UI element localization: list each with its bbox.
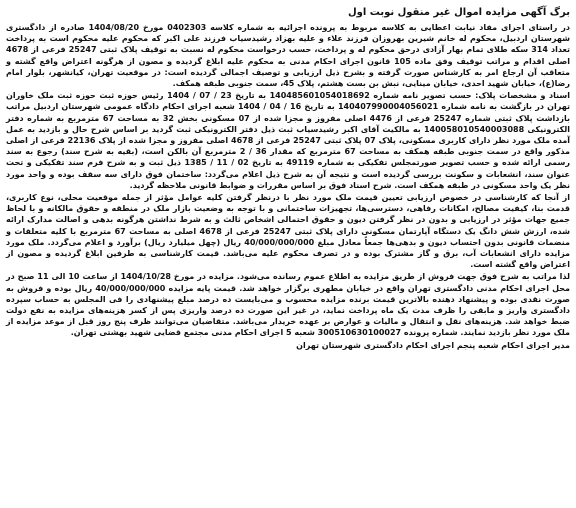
notice-paragraph-property-details: اسناد و مشخصات پلاک: حسب تصویر نامه شماره 140485601054018692 به تاریخ 23 / 07 / 1404 رئیس حوزه ثبت حوزه ثبت ملک خاوران تهران در بازگشت به نامه شماره 140407990004056021 به تاریخ 16 / 04 / 1404 شعبه اجرای احکام دادگاه عمومی شهرستان اردبیل مراتب بازداشت پلاک ثبتی شماره 25247 فرعی از 4476 اصلی مفروز و مجزا شده از 07 مسکونی بخش 32 به مساحت 67 مترمربع به شماره دفتر الکترونیکی 140058010540003088 به مالکیت آقای اکبر رشیدسیاب ثبت ذیل دفتر الکترونیکی ثبت گردید بر اساس شرح حال و بازدید به عمل آمده ملک مورد نظر دارای کاربری مسکونی، پلاک 07 پلاک ثبتی 25247 فرعی از 4678 اصلی مفروز و مجزا شده از پلاک 22136 فرعی از اصلی مذکور واقع در سمت جنوبی طبقه همکف به مساحت 67 مترمربع که مقدار 36 / 2 مترمربع آن بالکن است، (بقیه به شرح سند) رجوع به سند رسمی ارائه شده و حسب تصویر صورتمجلس تفکیکی به شماره 49119 به تاریخ 02 / 11 / 1385 ذیل ثبت و به شرح فرم سند تفکیکی و تحت عنوان سند، انشعابات و سکونت بررسی گردیده است و نتیجه آن به شرح ذیل اعلام می‌گردد: ساختمان فوق دارای سه سقف بوده و واحد مورد نظر یک واحد مسکونی در طبقه همکف است. شرح اسناد فوق بر اساس مقررات و ضوابط قانونی ملاحظه گردید. xyxy=(6,91,571,190)
notice-signature: مدیر اجرای احکام شعبه پنجم اجرای احکام دادگستری شهرستان تهران xyxy=(296,340,570,350)
notice-paragraph-intro: در راستای اجرای مفاد نیابت اعطایی به کلاسه مربوط به پرونده اجرائیه به شماره کلاسه 0402303 مورخ 1404/08/20 صادره از دادگستری شهرستان اردبیل، محکوم له خانم شیرین بهروزان فرزند علاء و علیه بهزاد رشیدسیاب فرزند علی اکبر که محکوم علیه محکوم است به پرداخت تعداد 314 سکه طلای تمام بهار آزادی درحق محکوم له و پرداخت، حسب درخواست محکوم له نسبت به توقیف پلاک ثبتی 25247 فرعی از 4678 اصلی اقدام و مراتب توقیف وفق ماده 105 قانون اجرای احکام مدنی به محکوم علیه ابلاغ گردیده و مصون از هرگونه اعتراض واقع گشته و متعاقب آن ارجاع امر به کارشناس صورت گرفته و بشرح ذیل ارزیابی و توصیف اجمالی گردیده است: در موقعیت تهران، کیانشهر، بلوار امام رضا(ع)، خیابان شهید احدی، خیابان مینایی، نبش بن بست هشتم، پلاک 45، سمت جنوبی طبقه همکف. xyxy=(6,23,570,89)
notice-paragraph-auction-terms: لذا مراتب به شرح فوق جهت فروش از طریق مزایده به اطلاع عموم رسانده می‌شود. مزایده در مورخ 1404/10/28 از ساعت 10 الی 11 صبح در محل اجرای احکام مدنی دادگستری تهران واقع در خیابان مطهری برگزار خواهد شد. قیمت پایه مزایده 40/000/000/000 ریال بوده و فروش به صورت نقدی بوده و پیشنهاد دهنده بالاترین قیمت برنده مزایده محسوب و می‌بایست ده درصد مبلغ پیشنهادی را فی المجلس به حساب سپرده دادگستری واریز و مابقی را ظرف مدت یک ماه پرداخت نماید، در غیر این صورت ده درصد واریزی پس از کسر هزینه‌های مزایده به نفع دولت ضبط خواهد شد. هزینه‌های نقل و انتقال و مالیات و عوارض بر عهده خریدار می‌باشد. متقاضیان می‌توانند ظرف پنج روز قبل از موعد مزایده از ملک مورد نظر بازدید نمایند. شماره پرونده 300510630100027 شعبه 5 اجرای احکام مدنی مجتمع قضایی شهید بهشتی تهران. xyxy=(6,272,571,338)
notice-paragraph-valuation: از آنجا که کارشناسی در خصوص ارزیابی تعیین قیمت ملک مورد نظر با درنظر گرفتن کلیه عوامل مؤثر از جمله موقعیت محلی، نوع کاربری، قدمت بنا، کیفیت مصالح، امکانات رفاهی، دسترسی‌ها، تجهیزات ساختمانی و با توجه به وضعیت بازار ملک در منطقه و حقوق مالکانه و با لحاظ جمیع جهات مؤثر در ارزیابی و بدون در نظر گرفتن دیون و حقوق احتمالی اشخاص ثالث و به شرط نداشتن هرگونه بدهی و اصالت مدارک ارائه شده، ارزش شش دانگ یک دستگاه آپارتمان مسکونی دارای پلاک ثبتی 25247 فرعی از 4678 اصلی به مساحت 67 مترمربع با کلیه متعلقات و منضمات قانونی بدون احتساب دیون و بدهی‌ها جمعاً معادل مبلغ 40/000/000/000 ریال (چهل میلیارد ریال) برآورد و اعلام می‌گردد. ملک مورد مزایده دارای انشعابات آب، برق و گاز مشترک بوده و در تصرف محکوم علیه می‌باشد. قیمت کارشناسی به طرفین ابلاغ گردیده و مصون از اعتراض واقع گشته است. xyxy=(6,193,571,270)
notice-title: برگ آگهی مزایده اموال غیر منقول نوبت اول xyxy=(347,7,570,18)
